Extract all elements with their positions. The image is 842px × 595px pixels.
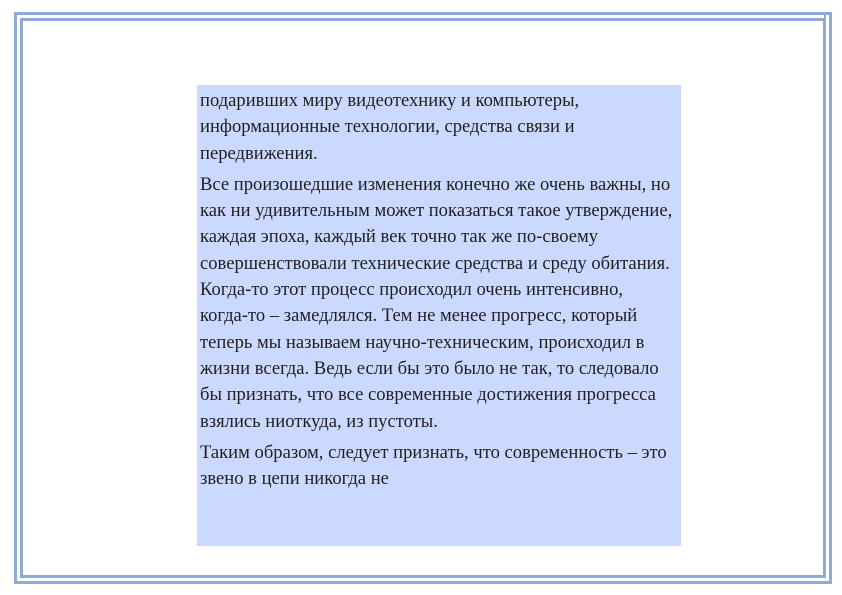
border-corner-mark [824, 14, 826, 20]
paragraph-1: подаривших миру видеотехнику и компьютеры, информационные технологии, средства связи и передвижения. [200, 90, 580, 164]
paragraph-3: Таким образом, следует признать, что современность – это звено в цепи никогда не [200, 441, 667, 490]
paragraph-2: Все произошедшие изменения конечно же очень важны, но как ни удивительным может показаться такое утверждение, каждая эпоха, каждый век точно так же по-своему совершенствовали технические средства и среду обитания. Когда-то этот процесс происходил очень интенсивно, когда-то – замедлялся. Тем не менее прогресс, который теперь мы называем научно-техническим, происходил в жизни всегда. Ведь если бы это было не так, то следовало бы признать, что все современные достижения прогресса взялись ниоткуда, из пустоты. [200, 173, 673, 432]
text-box[interactable] [197, 85, 681, 546]
